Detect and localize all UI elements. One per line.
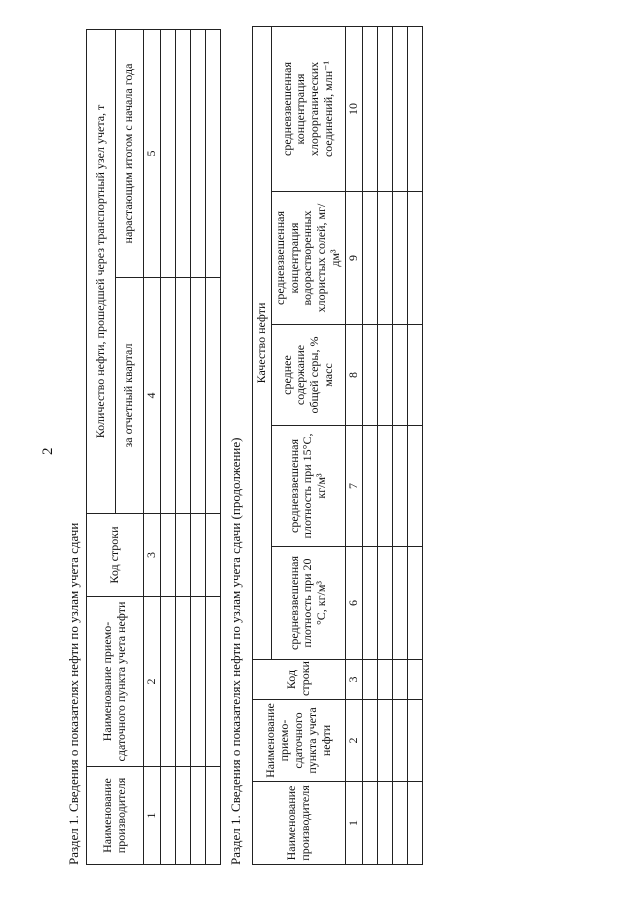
- column-number: 7: [345, 426, 362, 547]
- page-number: 2: [40, 447, 56, 455]
- section1-table: [86, 29, 221, 865]
- column-number: 9: [345, 192, 362, 325]
- section2-caption: Раздел 1. Сведения о показателях нефти по узлам учета сдачи (продолжение): [228, 437, 243, 865]
- header-density-20: средневзвешенная плотность при 20 °С, кг/м³: [271, 547, 345, 660]
- header-producer: Наименование производителя: [87, 767, 144, 865]
- column-number: 2: [144, 597, 161, 767]
- table-row: [190, 30, 205, 865]
- column-number: 5: [144, 30, 161, 278]
- header-quantity: Количество нефти, прошедшей через транспортный узел учета, т: [87, 30, 116, 514]
- section1-caption: Раздел 1. Сведения о показателях нефти по узлам учета сдачи: [66, 522, 81, 865]
- header-point: Наименование приемо-сдаточного пункта учета нефти: [87, 597, 144, 767]
- header-point: Наименование приемо-сдаточного пункта учета нефти: [253, 700, 346, 782]
- column-number: 1: [345, 782, 362, 865]
- column-number: 1: [144, 767, 161, 865]
- column-number: 6: [345, 547, 362, 660]
- header-cumulative: нарастающим итогом с начала года: [115, 30, 144, 278]
- header-code: Код строки: [87, 514, 144, 597]
- header-density-15: средневзвешенная плотность при 15°С, кг/м³: [271, 426, 345, 547]
- header-organochlorine: средневзвешенная концентрация хлорорганических соединений, млн⁻¹: [271, 26, 345, 191]
- header-code: Код строки: [253, 660, 346, 700]
- header-quality: Качество нефти: [253, 26, 272, 659]
- table-row: [392, 26, 407, 864]
- column-number: 3: [345, 660, 362, 700]
- table-row: [362, 26, 377, 864]
- header-quarter: за отчетный квартал: [115, 278, 144, 514]
- column-number: 4: [144, 278, 161, 514]
- table-row: [175, 30, 190, 865]
- table-row: [377, 26, 392, 864]
- table-row: [160, 30, 175, 865]
- header-sulfur: среднее содержание общей серы, % масс: [271, 325, 345, 426]
- column-number: 2: [345, 700, 362, 782]
- column-number: 3: [144, 514, 161, 597]
- header-producer: Наименование производителя: [253, 782, 346, 865]
- table-row: [205, 30, 220, 865]
- header-chlorides: средневзвешенная концентрация водорастворенных хлористых солей, мг/дм³: [271, 192, 345, 325]
- column-number: 8: [345, 325, 362, 426]
- column-number: 10: [345, 26, 362, 191]
- section2-table: [252, 26, 423, 865]
- table-row: [407, 26, 422, 864]
